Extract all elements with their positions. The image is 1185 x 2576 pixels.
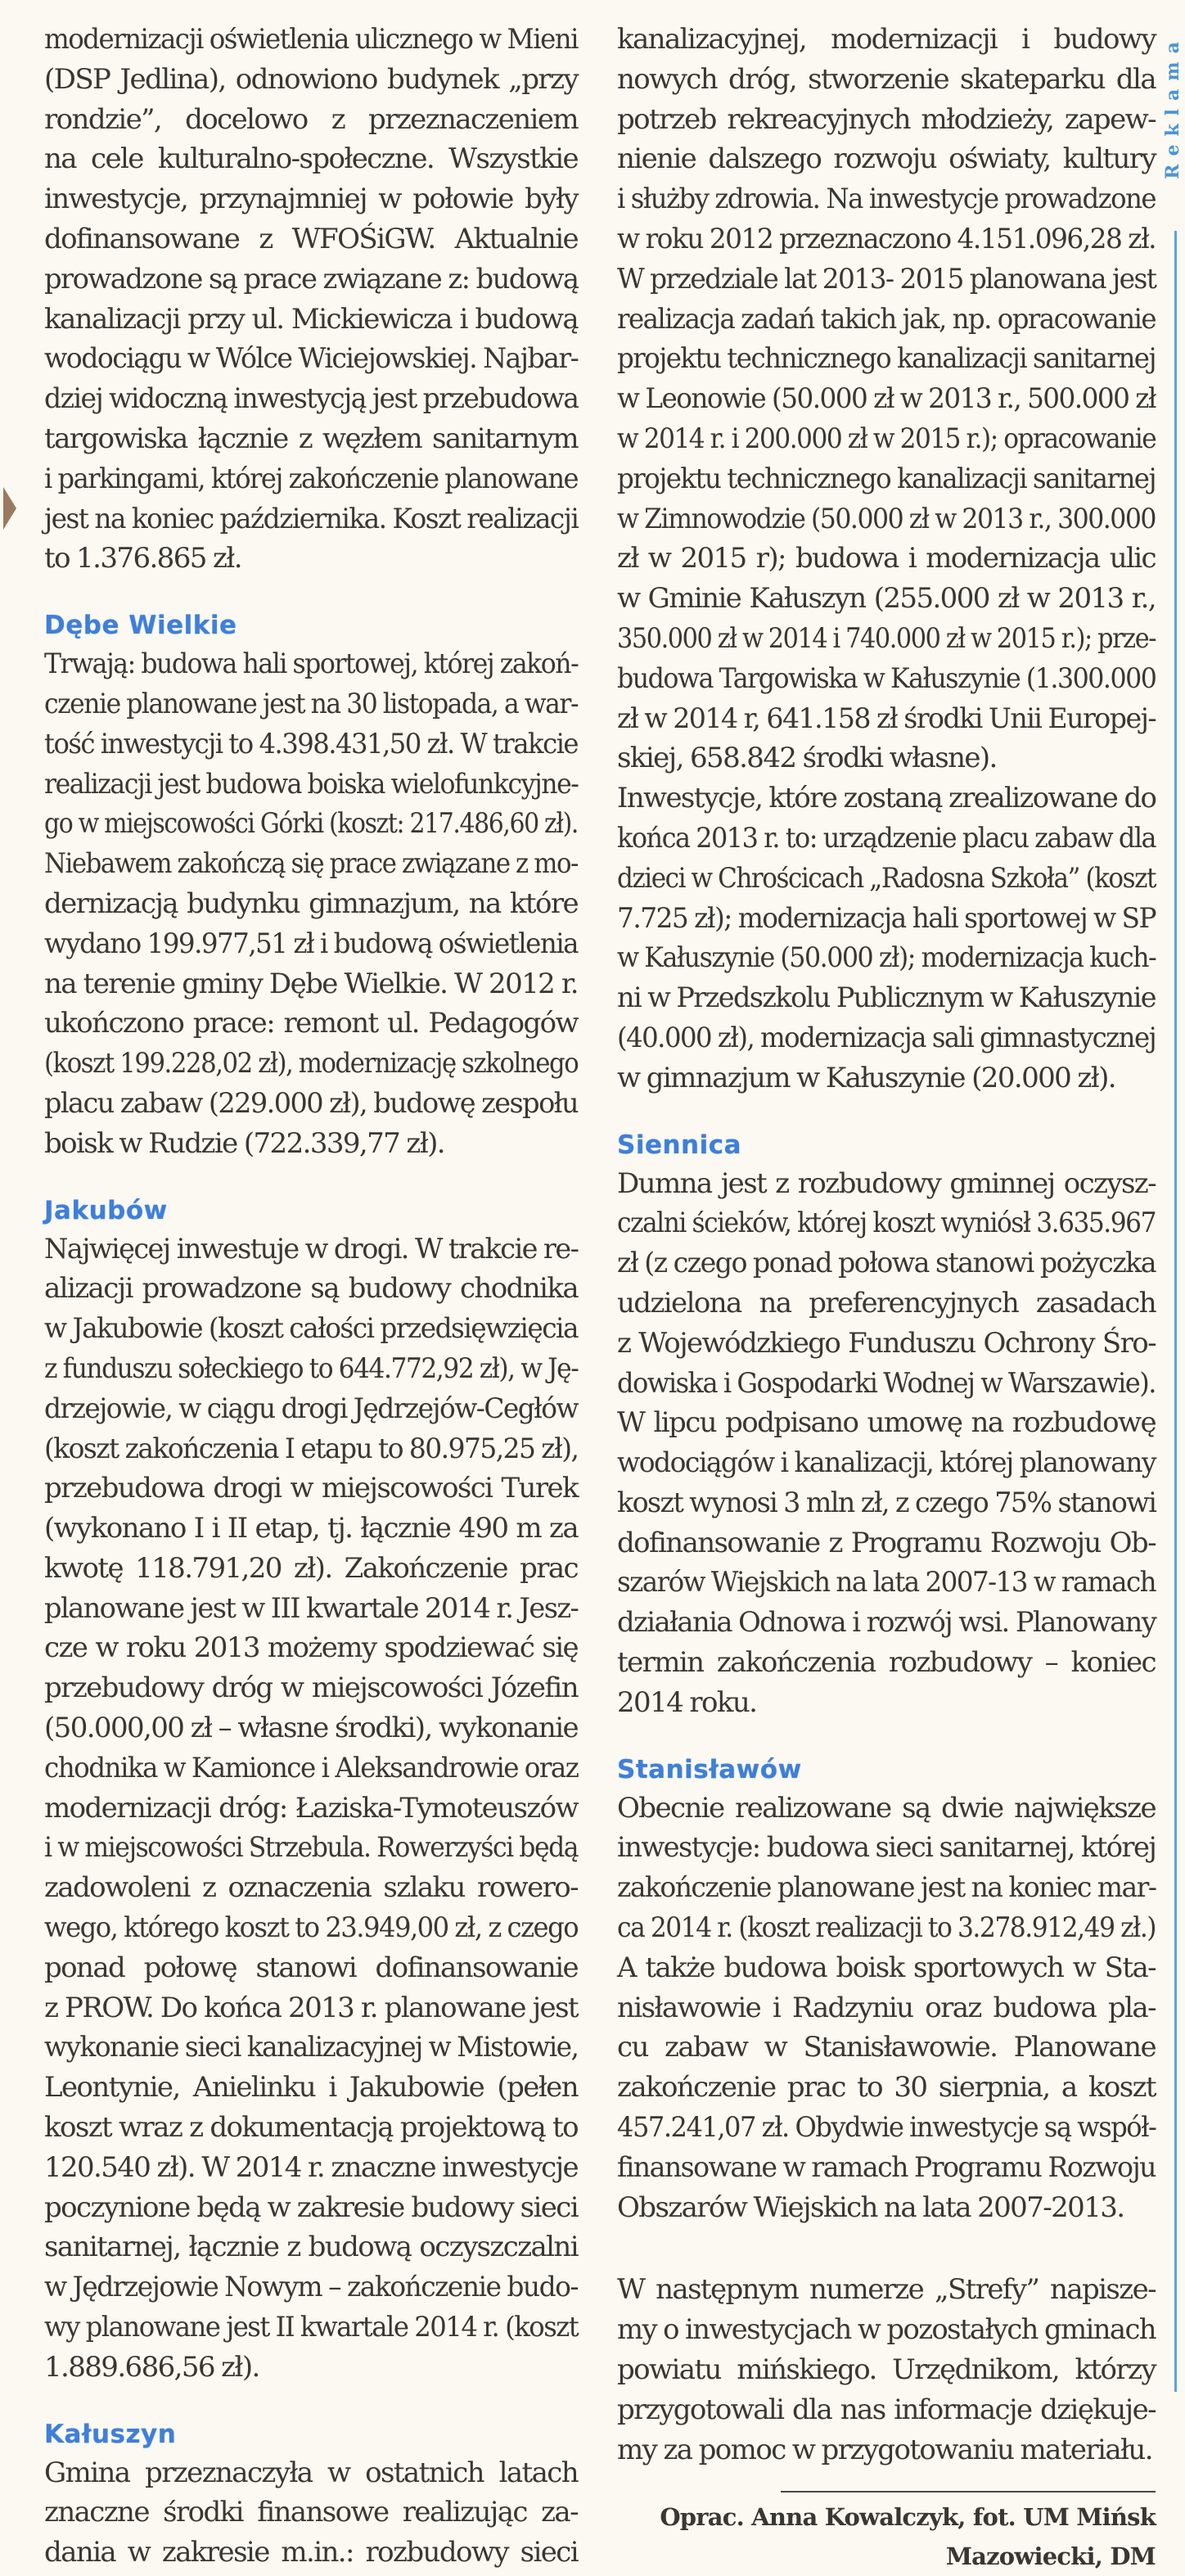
text-line: ni w Przedszkolu Publicznym w Kałuszynie	[617, 981, 1156, 1015]
text-line: nienie dalszego rozwoju oświaty, kultury	[617, 142, 1156, 176]
credit-divider	[781, 2491, 1156, 2493]
section-gap	[617, 2227, 1156, 2270]
author-credit: Mazowiecki, DM	[945, 2542, 1156, 2571]
text-line: 350.000 zł w 2014 i 740.000 zł w 2015 r.); prze-	[617, 621, 1156, 655]
scan-edge-mark	[3, 487, 16, 530]
text-line: dofinansowanie z Programu Rozwoju Ob-	[617, 1526, 1156, 1559]
section-debe-wielkie	[44, 607, 578, 1163]
section-heading: Stanisławów	[617, 1754, 802, 1784]
text-line: wydano 199.977,51 zł i budową oświetlenia	[44, 927, 578, 960]
text-line: zł w 2014 r, 641.158 zł środki Unii Europej-	[617, 702, 1156, 735]
text-line: dzieci w Chrościcach „Radosna Szkoła” (koszt	[617, 861, 1156, 895]
section-body	[617, 778, 1156, 1098]
section-siennica	[617, 1126, 1156, 1723]
text-line: 1.889.686,56 zł).	[44, 2350, 259, 2384]
text-line: w gimnazjum w Kałuszynie (20.000 zł).	[617, 1061, 1115, 1094]
closing-paragraph	[617, 2270, 1156, 2470]
text-line: A także budowa boisk sportowych w Sta-	[617, 1951, 1156, 1984]
text-line: zakończenie planowane jest na koniec mar-	[617, 1871, 1156, 1905]
kaluszyn-continued	[617, 20, 1156, 1099]
advertisement-label	[1162, 25, 1183, 188]
section-body	[44, 644, 578, 1163]
text-line: rondzie”, docelowo z przeznaczeniem	[44, 102, 578, 136]
text-line: w Kałuszynie (50.000 zł); modernizacja kuch-	[617, 941, 1156, 975]
text-line: przygotowali dla nas informacje dziękuje-	[617, 2393, 1156, 2426]
text-line: wy planowane jest II kwartale 2014 r. (koszt	[44, 2311, 579, 2344]
text-line: (50.000,00 zł – własne środki), wykonanie	[44, 1712, 578, 1745]
section-stanislawow	[617, 1751, 1156, 2228]
text-line: realizacja zadań takich jak, np. opracowanie	[617, 302, 1156, 336]
section-gap	[44, 579, 578, 607]
section-body	[617, 1789, 1156, 2228]
intro-paragraph	[44, 20, 578, 579]
section-jakubow	[44, 1192, 578, 2388]
section-heading: Siennica	[617, 1130, 742, 1160]
text-line: drzejowie, w ciągu drogi Jędrzejów-Cegłów	[44, 1392, 578, 1425]
text-line: czalni ścieków, której koszt wyniósł 3.635.967	[617, 1207, 1156, 1240]
text-line: zakończenie prac to 30 sierpnia, a koszt	[617, 2071, 1156, 2105]
text-line: i służby zdrowia. Na inwestycje prowadzone	[617, 183, 1156, 216]
text-line: końca 2013 r. to: urządzenie placu zabaw dla	[617, 821, 1156, 855]
text-line: koszt wynosi 3 mln zł, z czego 75% stanowi	[617, 1486, 1156, 1519]
text-line: w 2014 r. i 200.000 zł w 2015 r.); opracowanie	[617, 422, 1156, 455]
text-line: termin zakończenia rozbudowy – koniec	[617, 1646, 1156, 1680]
text-line: z PROW. Do końca 2013 r. planowane jest	[44, 1991, 578, 2024]
text-line: Dumna jest z rozbudowy gminnej oczysz-	[617, 1166, 1156, 1200]
text-line: realizacji jest budowa boiska wielofunkcyjne-	[44, 767, 579, 801]
text-line: z Wojewódzkiego Funduszu Ochrony Śro-	[617, 1326, 1156, 1360]
section-body	[44, 1229, 578, 2388]
text-line: szarów Wiejskich na lata 2007-13 w ramach	[617, 1566, 1156, 1599]
section-heading: Jakubów	[44, 1195, 168, 1225]
text-line: dofinansowane z WFOŚiGW. Aktualnie	[44, 222, 578, 255]
text-line: wodociągów i kanalizacji, której planowany	[617, 1446, 1156, 1480]
text-line: kanalizacji przy ul. Mickiewicza i budową	[44, 302, 578, 336]
text-line: Inwestycje, które zostaną zrealizowane do	[617, 782, 1156, 815]
text-line: ukończono prace: remont ul. Pedagogów	[44, 1007, 578, 1040]
text-line: (koszt zakończenia I etapu to 80.975,25 zł),	[44, 1432, 579, 1465]
text-line: 120.540 zł). W 2014 r. znaczne inwestycje	[44, 2150, 578, 2184]
section-body	[617, 1164, 1156, 1723]
text-line: (40.000 zł), modernizacja sali gimnastycznej	[617, 1021, 1156, 1054]
text-line: przebudowy dróg w miejscowości Józefin	[44, 1671, 578, 1705]
text-line: (DSP Jedlina), odnowiono budynek „przy	[44, 62, 578, 96]
text-line: z funduszu sołeckiego to 644.772,92 zł), w Ję-	[44, 1351, 579, 1385]
text-line: dernizacją budynku gimnazjum, na które	[44, 886, 578, 920]
section-gap	[44, 1164, 578, 1192]
section-body	[617, 20, 1156, 778]
section-gap	[617, 1099, 1156, 1126]
text-line: inwestycje, przynajmniej w połowie były	[44, 183, 578, 216]
text-line: (koszt 199.228,02 zł), modernizację szkolnego	[44, 1047, 579, 1080]
text-line: projektu technicznego kanalizacji sanitarnej	[617, 342, 1156, 376]
section-heading: Kałuszyn	[44, 2419, 177, 2449]
text-line: boisk w Rudzie (722.339,77 zł).	[44, 1126, 445, 1160]
text-line: w Jakubowie (koszt całości przedsięwzięcia	[44, 1312, 578, 1346]
text-line: projektu technicznego kanalizacji sanitarnej	[617, 462, 1156, 495]
advertisement-rule	[1174, 231, 1177, 2392]
text-line: w Gminie Kałuszyn (255.000 zł w 2013 r.,	[617, 582, 1156, 616]
text-line: dowiska i Gospodarki Wodnej w Warszawie).	[617, 1366, 1156, 1400]
text-line: w Jędrzejowie Nowym – zakończenie budo-	[44, 2271, 578, 2304]
text-line: Obecnie realizowane są dwie największe	[617, 1791, 1156, 1825]
text-line: finansowane w ramach Programu Rozwoju	[617, 2150, 1156, 2184]
text-line: ponad połowę stanowi dofinansowanie	[44, 1951, 578, 1984]
text-line: w roku 2012 przeznaczono 4.151.096,28 zł.	[617, 222, 1156, 255]
text-line: Leontynie, Anielinku i Jakubowie (pełen	[44, 2071, 578, 2105]
text-line: potrzeb rekreacyjnych młodzieży, zapew-	[617, 102, 1156, 136]
text-line: (wykonano I i II etap, tj. łącznie 490 m za	[44, 1512, 578, 1545]
text-line: go w miejscowości Górki (koszt: 217.486,60 zł).	[44, 807, 578, 841]
text-line: znaczne środki finansowe realizując za-	[44, 2496, 578, 2529]
text-line: budowa Targowiska w Kałuszynie (1.300.000	[617, 661, 1156, 695]
text-line: sanitarnej, łącznie z budową oczyszczalni	[44, 2231, 578, 2264]
text-line: zł (z czego ponad połowa stanowi pożyczka	[617, 1247, 1156, 1280]
section-heading: Dębe Wielkie	[44, 611, 237, 641]
text-line: działania Odnowa i rozwój wsi. Planowany	[617, 1606, 1156, 1640]
text-line: przebudowa drogi w miejscowości Turek	[44, 1472, 578, 1505]
text-line: W następnym numerze „Strefy” napisze-	[617, 2273, 1156, 2307]
text-line: czenie planowane jest na 30 listopada, a war-	[44, 687, 579, 720]
author-credit: Oprac. Anna Kowalczyk, fot. UM Mińsk	[660, 2503, 1156, 2532]
advertisement-label-text: Reklama	[1162, 34, 1184, 179]
text-line: w Leonowie (50.000 zł w 2013 r., 500.000 zł	[617, 382, 1156, 416]
text-line: kwotę 118.791,20 zł). Zakończenie prac	[44, 1551, 578, 1585]
text-line: chodnika w Kamionce i Aleksandrowie oraz	[44, 1751, 579, 1784]
text-line: nowych dróg, stworzenie skateparku dla	[617, 62, 1156, 96]
text-line: 457.241,07 zł. Obydwie inwestycje są współ-	[617, 2111, 1156, 2145]
text-line: powiatu mińskiego. Urzędnikom, którzy	[617, 2353, 1156, 2387]
text-line: skiej, 658.842 środki własne).	[617, 742, 997, 775]
text-line: jest na koniec października. Koszt realizacji	[44, 502, 579, 535]
text-line: dania w zakresie m.in.: rozbudowy sieci	[44, 2536, 578, 2569]
text-line: zł w 2015 r); budowa i modernizacja ulic	[617, 542, 1156, 575]
text-line: Niebawem zakończą się prace związane z mo-	[44, 847, 578, 881]
text-line: zadowoleni z oznaczenia szlaku rowero-	[44, 1871, 578, 1905]
text-line: 7.725 zł); modernizacja hali sportowej w SP	[617, 901, 1156, 935]
text-line: 2014 roku.	[617, 1685, 757, 1719]
text-line: i w miejscowości Strzebula. Rowerzyści będą	[44, 1831, 578, 1865]
text-line: na cele kulturalno-społeczne. Wszystkie	[44, 142, 578, 176]
text-line: udzielona na preferencyjnych zasadach	[617, 1286, 1156, 1320]
text-line: tość inwestycji to 4.398.431,50 zł. W trakcie	[44, 727, 579, 760]
text-line: dziej widoczną inwestycją jest przebudowa	[44, 382, 579, 416]
left-column	[44, 20, 578, 2573]
text-line: inwestycje: budowa sieci sanitarnej, której	[617, 1831, 1156, 1865]
text-line: targowiska łącznie z węzłem sanitarnym	[44, 422, 578, 455]
section-body	[44, 2453, 578, 2573]
text-line: wykonanie sieci kanalizacyjnej w Mistowie,	[44, 2031, 579, 2064]
text-line: i parkingami, której zakończenie planowane	[44, 462, 578, 495]
text-line: nisławowie i Radzyniu oraz budowa pla-	[617, 1991, 1156, 2024]
text-line: cze w roku 2013 możemy spodziewać się	[44, 1631, 578, 1665]
text-line: W lipcu podpisano umowę na rozbudowę	[617, 1406, 1156, 1440]
text-line: placu zabaw (229.000 zł), budowę zespołu	[44, 1086, 578, 1120]
text-line: wodociągu w Wólce Wiciejowskiej. Najbar-	[44, 342, 579, 376]
text-line: Obszarów Wiejskich na lata 2007-2013.	[617, 2190, 1124, 2224]
text-line: Trwają: budowa hali sportowej, której zakoń-	[44, 647, 579, 681]
section-gap	[617, 1723, 1156, 1751]
text-line: cu zabaw w Stanisławowie. Planowane	[617, 2031, 1156, 2064]
text-line: wego, którego koszt to 23.949,00 zł, z czego	[44, 1911, 579, 1945]
text-line: my o inwestycjach w pozostałych gminach	[617, 2313, 1156, 2347]
text-line: w Zimnowodzie (50.000 zł w 2013 r., 300.000	[617, 502, 1156, 535]
text-line: kanalizacyjnej, modernizacji i budowy	[617, 23, 1156, 56]
section-gap	[44, 2388, 578, 2416]
text-line: my za pomoc w przygotowaniu materiału.	[617, 2433, 1152, 2466]
right-column	[617, 20, 1156, 2576]
text-line: koszt wraz z dokumentacją projektową to	[44, 2111, 578, 2145]
text-line: alizacji prowadzone są budowy chodnika	[44, 1272, 578, 1306]
text-line: prowadzone są prace związane z: budową	[44, 262, 579, 295]
text-line: modernizacji oświetlenia ulicznego w Mieni	[44, 23, 578, 56]
text-line: W przedziale lat 2013- 2015 planowana jest	[617, 262, 1156, 295]
text-line: ca 2014 r. (koszt realizacji to 3.278.912,49 zł.)	[617, 1911, 1156, 1945]
text-line: modernizacji dróg: Łaziska-Tymoteuszów	[44, 1791, 578, 1825]
text-line: to 1.376.865 zł.	[44, 542, 241, 575]
text-line: Gmina przeznaczyła w ostatnich latach	[44, 2456, 578, 2489]
text-line: na terenie gminy Dębe Wielkie. W 2012 r.	[44, 967, 578, 1000]
section-kaluszyn	[44, 2416, 578, 2573]
text-line: poczynione będą w zakresie budowy sieci	[44, 2190, 578, 2224]
text-line: planowane jest w III kwartale 2014 r. Jesz-	[44, 1591, 579, 1625]
text-line: Najwięcej inwestuje w drogi. W trakcie re-	[44, 1232, 579, 1265]
